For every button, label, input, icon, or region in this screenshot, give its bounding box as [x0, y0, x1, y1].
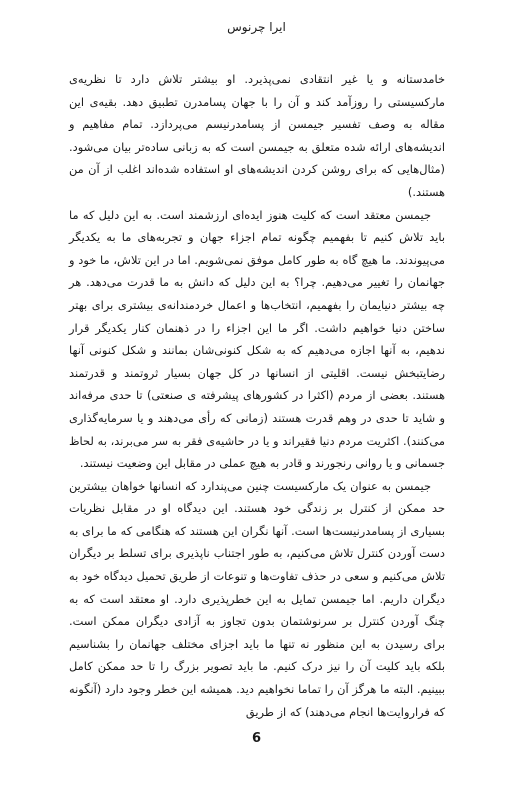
paragraph: خامدستانه و یا غیر انتقادی نمی‌پذیرد. او بیشتر تلاش دارد تا نظریه‌ی مارکسیستی را روزآمد کند و آن را با جهان پسامدرن تطبیق دهد. بقیه‌ی این مقاله به وصف تفسیر جیمسن از پسامدرنیسم می‌پردازد. تمام مفاهیم و اندیشه‌های ارائه شده متعلق به جیمسن است که به زبانی ساده‌تر بیان می‌شود. (مثال‌هایی که برای روشن کردن اندیشه‌های او استفاده شده‌اند اغلب از آن من هستند.) — [69, 72, 445, 199]
body-text — [69, 68, 445, 723]
running-header: ایرا چرنوس — [227, 20, 286, 34]
page-number: 6 — [251, 731, 262, 746]
paragraph: جیمسن معتقد است که کلیت هنوز ایده‌ای ارزشمند است. به این دلیل که ما باید تلاش کنیم تا بفهمیم چگونه تمام اجزاء جهان و تجربه‌های ما به یکدیگر می‌پیوندند. ما هیچ گاه به طور کامل موفق نمی‌شویم. اما در این تلاش، ما خود و جهانمان را تغییر می‌دهیم. چرا؟ به این دلیل که دانش به ما قدرت می‌دهد. هر چه بیشتر دنیایمان را بفهمیم، انتخاب‌ها و اعمال خردمندانه‌ی بیشتری برای بهتر ساختن دنیا خواهیم داشت. اگر ما این اجزاء را در ذهنمان کنار یکدیگر قرار ندهیم، به آنها اجازه می‌دهیم که به شکل کنونی‌شان بمانند و شکل کنونی آنها رضایتبخش نیست. اقلیتی از انسانها در کل جهان بسیار ثروتمند و قدرتمند هستند. بعضی از مردم (اکثرا در کشورهای پیشرفته ی صنعتی) تا حدی مرفه‌اند و شاید تا حدی در وهم قدرت هستند (زمانی که رأی می‌دهند و یا سرمایه‌گذاری می‌کنند). اکثریت مردم دنیا فقیراند و یا در حاشیه‌ی فقر به سر می‌برند، به لحاظ جسمانی و یا روانی رنجورند و قادر به هیچ عملی در مقابل این وضعیت نیستند. — [69, 207, 445, 471]
paragraph: جیمسن به عنوان یک مارکسیست چنین می‌پندارد که انسانها خواهان بیشترین حد ممکن از کنترل بر زندگی خود هستند. این دیدگاه او در مقابل نظریات بسیاری از پسامدرنیست‌ها است. آنها نگران این هستند که هنگامی که ما برای به دست آوردن کنترل تلاش می‌کنیم، به طور اجتناب ناپذیری برای تسلط بر دیگران تلاش می‌کنیم و سعی در حذف تفاوت‌ها و تنوعات از طریق تحمیل دیدگاه خود به دیگران داریم. اما جیمسن تمایل به این خطرپذیری دارد. او معتقد است که به چنگ آوردن کنترل بر سرنوشتمان بدون تجاوز به آزادی دیگران ممکن است. برای رسیدن به این منظور نه تنها ما باید اجزای مختلف جهانمان را بشناسیم بلکه باید کلیت آن را نیز درک کنیم. ما باید تصویر بزرگ را تا حد ممکن کامل ببینیم. البته ما هرگز آن را تماما نخواهیم دید. همیشه این خطر وجود دارد (آنگونه که فراروایت‌ها انجام می‌دهند) که از طریق — [69, 478, 445, 719]
